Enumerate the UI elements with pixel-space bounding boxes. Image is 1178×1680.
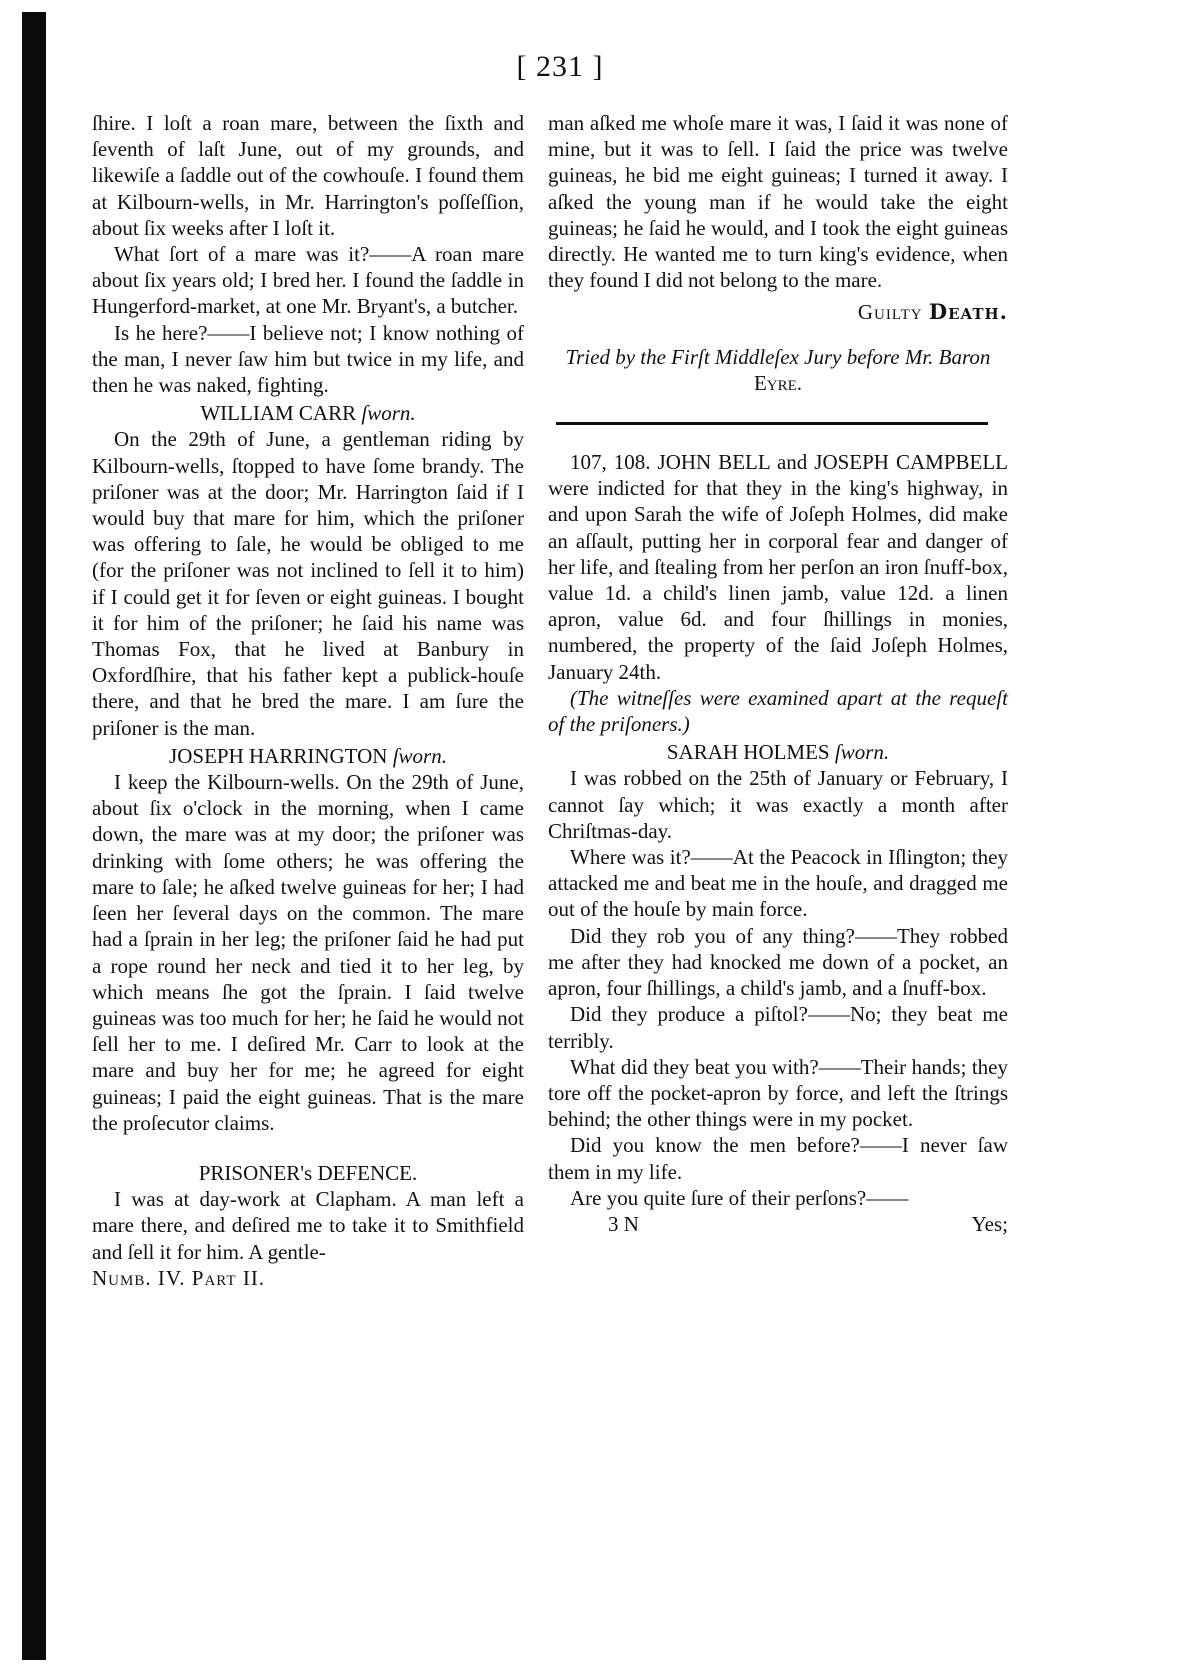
- case-indictment: 107, 108. JOHN BELL and JOSEPH CAMPBELL were indicted for that they in the king's highway, in and upon Sarah the wife of Joſeph Holmes, did make an aſſault, putting her in corporal fear and danger of her life, and ſtealing from her perſon an iron ſnuff-box, value 1d. a child's linen jamb, value 12d. a linen apron, value 6d. and four ſhillings in monies, numbered, the property of the ſaid Joſeph Holmes, January 24th.: [548, 450, 1008, 684]
- paragraph: Did you know the men before?——I never ſaw them in my life.: [548, 1133, 1008, 1184]
- left-column: [92, 110, 524, 1291]
- witness-heading-holmes: [548, 739, 1008, 765]
- scan-binding-edge: [22, 12, 46, 1660]
- verdict-guilty: Guilty: [857, 300, 923, 325]
- paragraph: I was robbed on the 25th of January or February, I cannot ſay which; it was exactly a month after Chriſtmas-day.: [548, 766, 1008, 843]
- sworn-label: ſworn.: [392, 743, 447, 768]
- witness-name: JOSEPH HARRINGTON: [169, 743, 388, 768]
- paragraph: Did they produce a piſtol?——No; they beat me terribly.: [548, 1002, 1008, 1053]
- judge-name: Eyre.: [753, 370, 803, 395]
- paragraph: Is he here?——I believe not; I know nothing of the man, I never ſaw him but twice in my life, and then he was naked, fighting.: [92, 320, 524, 398]
- paragraph: man aſked me whoſe mare it was, I ſaid it was none of mine, but it was to ſell. I ſaid the price was twelve guineas, he bid me eight guineas; I turned it away. I aſked the young man if he would take the eight guineas; he ſaid he would, and I took the eight guineas directly. He wanted me to turn king's evidence, when they found I did not belong to the mare.: [548, 111, 1008, 293]
- paragraph: Where was it?——At the Peacock in Iſlington; they attacked me and beat me in the houſe, and dragged me out of the houſe by main force.: [548, 845, 1008, 922]
- footer-numb: Numb. IV. Part II.: [92, 1265, 266, 1290]
- witness-heading-harrington: [92, 743, 524, 769]
- page-number: [ 231 ]: [516, 50, 604, 83]
- verdict: [548, 299, 1008, 325]
- paragraph: I was at day-work at Clapham. A man left a mare there, and deſired me to take it to Smithfield and ſell it for him. A gentle-: [92, 1187, 524, 1264]
- verdict-death: Death.: [928, 299, 1008, 325]
- paragraph: Did they rob you of any thing?——They robbed me after they had knocked me down of a pocket, an apron, four ſhillings, a child's jamb, and a ſnuff-box.: [548, 923, 1008, 1001]
- sworn-label: ſworn.: [834, 740, 890, 765]
- witness-name: SARAH HOLMES: [666, 740, 830, 765]
- paragraph: I keep the Kilbourn-wells. On the 29th of June, about ſix o'clock in the morning, when I came down, the mare was at my door; the priſoner was drinking with ſome others; he was offering the mare to ſale; he aſked twelve guineas for her; I had ſeen her ſeveral days on the common. The mare had a ſprain in her leg; the priſoner ſaid he had put a rope round her neck and tied it to her leg, by which means ſhe got the ſprain. I ſaid twelve guineas was too much for her; he ſaid he would not ſell her to me. I deſired Mr. Carr to look at the mare and buy her for me; he agreed for eight guineas; I paid the eight guineas. That is the mare the proſecutor claims.: [92, 770, 524, 1135]
- tried-text: Tried by the Firſt Middleſex Jury before Mr. Baron: [565, 344, 991, 369]
- paragraph: Are you quite ſure of their perſons?——: [570, 1185, 909, 1210]
- defence-heading: PRISONER's DEFENCE.: [198, 1160, 418, 1185]
- section-divider: [556, 422, 988, 425]
- paragraph: On the 29th of June, a gentleman riding by Kilbourn-wells, ſtopped to have ſome brandy. The priſoner was at the door; Mr. Harrington ſaid if I would buy that mare for him, which the priſoner was offering to ſale, he would be obliged to me (for the priſoner was not inclined to ſell it to him) if I could get it for ſeven or eight guineas. I bought it for him of the priſoner; he ſaid his name was Thomas Fox, that he lived at Banbury in Oxfordſhire, that his father kept a publick-houſe there, and that he bred the mare. I am ſure the priſoner is the man.: [92, 427, 524, 740]
- signature-mark: 3 N: [608, 1211, 639, 1236]
- witness-name: WILLIAM CARR: [200, 401, 357, 426]
- witness-heading-carr: [92, 400, 524, 426]
- paragraph: What did they beat you with?——Their hands; they tore off the pocket-apron by force, and left the ſtrings behind; the other things were in my pocket.: [548, 1054, 1008, 1132]
- right-column: [548, 110, 1008, 1237]
- paragraph: What ſort of a mare was it?——A roan mare about ſix years old; I bred her. I found the ſaddle in Hungerford-market, at one Mr. Bryant's, a butcher.: [92, 242, 524, 319]
- catchword: Yes;: [971, 1211, 1008, 1236]
- witnesses-note: (The witneſſes were examined apart at the requeſt of the priſoners.): [548, 685, 1008, 737]
- paragraph: ſhire. I loſt a roan mare, between the ſixth and ſeventh of laſt June, out of my grounds, and likewiſe a ſaddle out of the cowhouſe. I found them at Kilbourn-wells, in Mr. Harrington's poſſeſſion, about ſix weeks after I loſt it.: [92, 111, 524, 240]
- tried-note: [548, 344, 1008, 396]
- sworn-label: ſworn.: [361, 401, 416, 426]
- page-footer: [548, 1211, 1008, 1237]
